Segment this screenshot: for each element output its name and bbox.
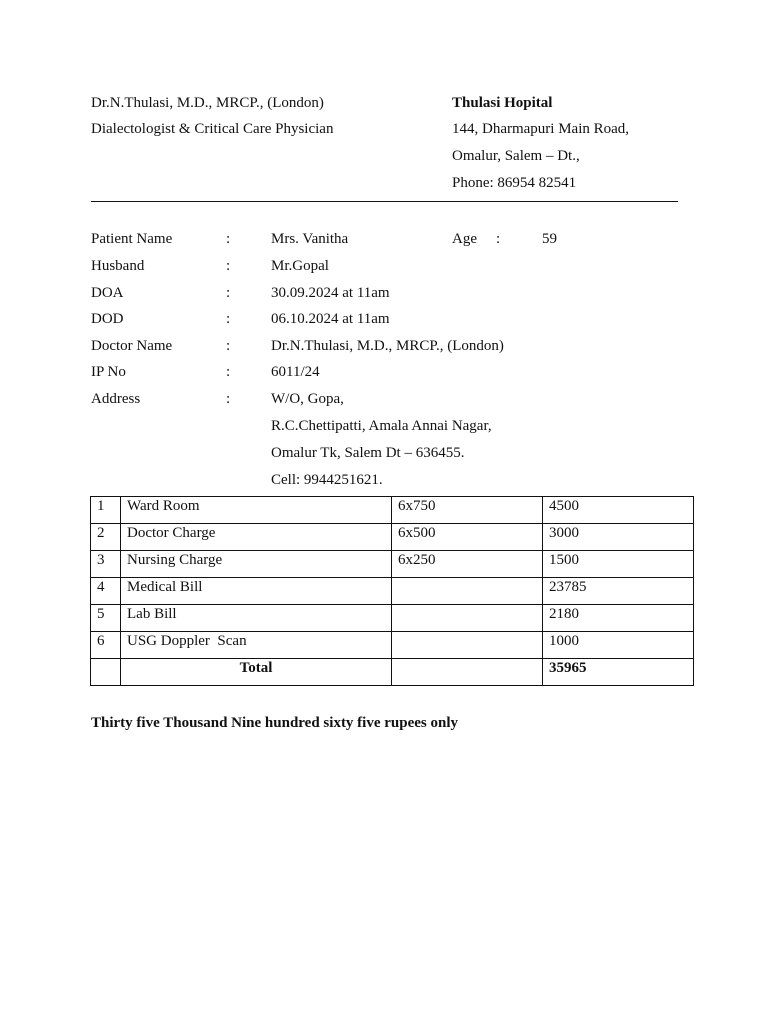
age-value: 59 xyxy=(542,231,557,247)
age-label: Age xyxy=(452,231,477,247)
total-empty-cell xyxy=(392,659,543,686)
doctor-name: Dr.N.Thulasi, M.D., MRCP., (London) xyxy=(91,95,324,111)
field-label-patient-name: Patient Name xyxy=(91,231,173,247)
row-amount: 4500 xyxy=(543,497,694,524)
field-value-patient-name: Mrs. Vanitha xyxy=(271,231,349,247)
field-label-doctor-name: Doctor Name xyxy=(91,338,173,354)
header-divider xyxy=(91,201,678,202)
table-row xyxy=(91,497,694,524)
age-separator: : xyxy=(496,231,501,247)
row-number: 6 xyxy=(91,632,121,659)
total-row xyxy=(91,659,694,686)
field-value-doctor-name: Dr.N.Thulasi, M.D., MRCP., (London) xyxy=(271,338,504,354)
hospital-phone: Phone: 86954 82541 xyxy=(452,175,577,191)
doctor-title: Dialectologist & Critical Care Physician xyxy=(91,121,334,137)
field-label-husband: Husband xyxy=(91,258,145,274)
row-rate: 6x250 xyxy=(392,551,543,578)
table-row xyxy=(91,605,694,632)
row-number: 1 xyxy=(91,497,121,524)
row-item: Nursing Charge xyxy=(121,551,392,578)
row-item: Medical Bill xyxy=(121,578,392,605)
row-number: 3 xyxy=(91,551,121,578)
bill-table xyxy=(90,496,694,686)
field-label-address: Address xyxy=(91,391,141,407)
address-line: Omalur Tk, Salem Dt – 636455. xyxy=(271,445,465,461)
field-value-dod: 06.10.2024 at 11am xyxy=(271,311,390,327)
row-amount: 23785 xyxy=(543,578,694,605)
field-separator: : xyxy=(226,391,231,407)
row-number: 2 xyxy=(91,524,121,551)
field-value-ip-no: 6011/24 xyxy=(271,364,320,380)
hospital-address-line2: Omalur, Salem – Dt., xyxy=(452,148,580,164)
row-number: 5 xyxy=(91,605,121,632)
field-separator: : xyxy=(226,258,231,274)
field-value-doa: 30.09.2024 at 11am xyxy=(271,285,390,301)
row-item: USG Doppler Scan xyxy=(121,632,392,659)
row-item: Lab Bill xyxy=(121,605,392,632)
field-separator: : xyxy=(226,231,231,247)
row-rate: 6x500 xyxy=(392,524,543,551)
field-separator: : xyxy=(226,311,231,327)
field-label-ip-no: IP No xyxy=(91,364,126,380)
row-number: 4 xyxy=(91,578,121,605)
hospital-name: Thulasi Hopital xyxy=(452,95,553,111)
row-amount: 2180 xyxy=(543,605,694,632)
row-amount: 1500 xyxy=(543,551,694,578)
row-rate xyxy=(392,632,543,659)
table-row xyxy=(91,578,694,605)
address-cell: Cell: 9944251621. xyxy=(271,472,383,488)
total-label: Total xyxy=(121,659,392,686)
field-value-address: W/O, Gopa, xyxy=(271,391,344,407)
table-row xyxy=(91,551,694,578)
field-label-dod: DOD xyxy=(91,311,124,327)
row-rate: 6x750 xyxy=(392,497,543,524)
table-row xyxy=(91,524,694,551)
field-label-doa: DOA xyxy=(91,285,124,301)
total-amount: 35965 xyxy=(543,659,694,686)
row-rate xyxy=(392,578,543,605)
address-line: R.C.Chettipatti, Amala Annai Nagar, xyxy=(271,418,492,434)
field-separator: : xyxy=(226,338,231,354)
row-rate xyxy=(392,605,543,632)
row-item: Ward Room xyxy=(121,497,392,524)
row-item: Doctor Charge xyxy=(121,524,392,551)
total-empty-cell xyxy=(91,659,121,686)
hospital-address-line1: 144, Dharmapuri Main Road, xyxy=(452,121,630,137)
table-row xyxy=(91,632,694,659)
amount-in-words: Thirty five Thousand Nine hundred sixty five rupees only xyxy=(91,715,459,731)
field-separator: : xyxy=(226,285,231,301)
row-amount: 1000 xyxy=(543,632,694,659)
field-value-husband: Mr.Gopal xyxy=(271,258,329,274)
field-separator: : xyxy=(226,364,231,380)
row-amount: 3000 xyxy=(543,524,694,551)
